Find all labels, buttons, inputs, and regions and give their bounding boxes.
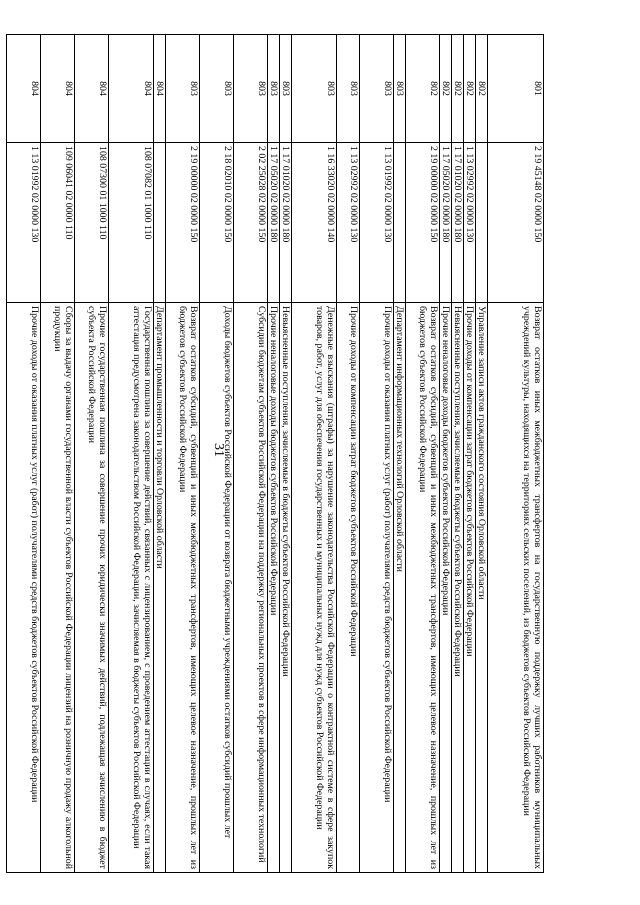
table-row bbox=[360, 35, 394, 873]
revenue-code-cell: 1 17 05020 02 0000 180 bbox=[440, 143, 452, 303]
table-row bbox=[292, 35, 337, 873]
revenue-name-cell: Возврат остатков субсидий, субвенций и иных межбюджетных трансфертов, имеющих целевое назначение, прошлых лет из бюджетов субъектов Российской Федерации bbox=[406, 303, 440, 873]
revenue-name-cell: Денежные взыскания (штрафы) за нарушение законодательства Российской Федерации о контрактной системе в сфере закупок товаров, работ, услуг для обеспечения государственных и муниципальных нужд для нужд субъектов Российской Федерации bbox=[292, 303, 337, 873]
admin-code-cell: 801 bbox=[488, 35, 544, 143]
table-row bbox=[464, 35, 476, 873]
revenue-code-cell: 1 17 01020 02 0000 180 bbox=[280, 143, 292, 303]
revenue-name-cell: Сборы за выдачу органами государственной власти субъектов Российской Федерации лицензий на розничную продажу алкогольной продукции bbox=[41, 303, 75, 873]
admin-code-cell: 802 bbox=[440, 35, 452, 143]
revenue-code-cell: 2 19 45148 02 0000 150 bbox=[488, 143, 544, 303]
revenue-name-cell: Прочие доходы от оказания платных услуг (работ) получателями средств бюджетов субъектов Российской Федерации bbox=[7, 303, 41, 873]
revenue-name-cell: Прочие доходы от компенсации затрат бюджетов субъектов Российской Федерации bbox=[464, 303, 476, 873]
revenue-name-cell: Прочие доходы от компенсации затрат бюджетов субъектов Российской Федерации bbox=[337, 303, 360, 873]
admin-code-cell: 804 bbox=[7, 35, 41, 143]
revenue-name-cell: Прочие неналоговые доходы бюджетов субъектов Российской Федерации bbox=[268, 303, 280, 873]
revenue-code-cell bbox=[476, 143, 488, 303]
revenue-name-cell: Департамент информационных технологий Орловской области bbox=[394, 303, 406, 873]
admin-code-cell: 803 bbox=[337, 35, 360, 143]
revenue-code-cell: 108 07300 01 1000 110 bbox=[75, 143, 109, 303]
revenue-code-cell: 1 17 01020 02 0000 180 bbox=[452, 143, 464, 303]
document-table-area bbox=[29, 34, 544, 872]
admin-code-cell: 803 bbox=[200, 35, 234, 143]
table-row bbox=[154, 35, 166, 873]
admin-code-cell: 804 bbox=[75, 35, 109, 143]
table-row bbox=[41, 35, 75, 873]
admin-code-cell: 803 bbox=[360, 35, 394, 143]
page-number: 31 bbox=[211, 443, 226, 457]
admin-code-cell: 803 bbox=[292, 35, 337, 143]
revenue-name-cell: Департамент промышленности и торговли Орловской области bbox=[154, 303, 166, 873]
admin-code-cell: 803 bbox=[234, 35, 268, 143]
admin-code-cell: 802 bbox=[406, 35, 440, 143]
revenue-code-cell: 2 19 00000 02 0000 150 bbox=[406, 143, 440, 303]
table-row bbox=[280, 35, 292, 873]
revenue-name-cell: Прочие государственная пошлина за совершение прочих юридически значимых действий, подлежащая зачислению в бюджет субъекта Российской Федерации bbox=[75, 303, 109, 873]
table-row bbox=[166, 35, 200, 873]
revenue-name-cell: Субсидии бюджетам субъектов Российской Федерации на поддержку региональных проектов в сфере информационных технологий bbox=[234, 303, 268, 873]
revenue-name-cell: Возврат остатков иных межбюджетных трансфертов на государственную поддержку лучших работников муниципальных учреждений культуры, находящихся на территориях сельских поселений, из бюджетов субъектов Российской Федерации bbox=[488, 303, 544, 873]
revenue-code-cell: 1 13 02992 02 0000 130 bbox=[464, 143, 476, 303]
table-row bbox=[7, 35, 41, 873]
table-row bbox=[234, 35, 268, 873]
table-row bbox=[75, 35, 109, 873]
revenue-name-cell: Невыясненные поступления, зачисляемые в бюджеты субъектов Российской Федерации bbox=[452, 303, 464, 873]
revenue-codes-table bbox=[6, 34, 544, 873]
revenue-code-cell: 109 06041 02 0000 110 bbox=[41, 143, 75, 303]
admin-code-cell: 804 bbox=[154, 35, 166, 143]
revenue-code-cell bbox=[394, 143, 406, 303]
revenue-code-cell: 2 02 25028 02 0000 150 bbox=[234, 143, 268, 303]
table-row bbox=[268, 35, 280, 873]
revenue-code-cell: 2 19 00000 02 0000 150 bbox=[166, 143, 200, 303]
admin-code-cell: 804 bbox=[41, 35, 75, 143]
revenue-code-cell bbox=[154, 143, 166, 303]
revenue-code-cell: 2 18 02010 02 0000 150 bbox=[200, 143, 234, 303]
table-row bbox=[394, 35, 406, 873]
admin-code-cell: 803 bbox=[268, 35, 280, 143]
revenue-name-cell: Невыясненные поступления, зачисляемые в бюджеты субъектов Российской Федерации bbox=[280, 303, 292, 873]
admin-code-cell: 804 bbox=[109, 35, 154, 143]
revenue-name-cell: Доходы бюджетов субъектов Российской Федерации от возврата бюджетными учреждениями остатков субсидий прошлых лет bbox=[200, 303, 234, 873]
admin-code-cell: 802 bbox=[464, 35, 476, 143]
revenue-code-cell: 1 16 33020 02 0000 140 bbox=[292, 143, 337, 303]
revenue-code-cell: 1 13 01992 02 0000 130 bbox=[360, 143, 394, 303]
revenue-name-cell: Прочие доходы от оказания платных услуг (работ) получателями средств бюджетов субъектов Российской Федерации bbox=[360, 303, 394, 873]
revenue-name-cell: Управление записи актов гражданского состояния Орловской области bbox=[476, 303, 488, 873]
revenue-name-cell: Возврат остатков субсидий, субвенций и иных межбюджетных трансфертов, имеющих целевое назначение, прошлых лет из бюджетов субъектов Российской Федерации bbox=[166, 303, 200, 873]
table-row bbox=[109, 35, 154, 873]
table-row bbox=[406, 35, 440, 873]
table-row bbox=[488, 35, 544, 873]
table-row bbox=[337, 35, 360, 873]
table-row bbox=[440, 35, 452, 873]
admin-code-cell: 802 bbox=[452, 35, 464, 143]
admin-code-cell: 803 bbox=[280, 35, 292, 143]
revenue-code-cell: 108 07082 01 1000 110 bbox=[109, 143, 154, 303]
table-row bbox=[452, 35, 464, 873]
table-row bbox=[200, 35, 234, 873]
revenue-name-cell: Прочие неналоговые доходы бюджетов субъектов Российской Федерации bbox=[440, 303, 452, 873]
admin-code-cell: 803 bbox=[394, 35, 406, 143]
revenue-code-cell: 1 17 05020 02 0000 180 bbox=[268, 143, 280, 303]
revenue-code-cell: 1 13 01992 02 0000 130 bbox=[7, 143, 41, 303]
revenue-name-cell: Государственная пошлина за совершение действий, связанных с лицензированием, с проведением аттестации в случаях, если такая аттестация предусмотрена законодательством Российской Федерации, зачисляемая в бюджеты субъектов Российской Федерации bbox=[109, 303, 154, 873]
admin-code-cell: 802 bbox=[476, 35, 488, 143]
table-row bbox=[476, 35, 488, 873]
revenue-code-cell: 1 13 02992 02 0000 130 bbox=[337, 143, 360, 303]
admin-code-cell: 803 bbox=[166, 35, 200, 143]
